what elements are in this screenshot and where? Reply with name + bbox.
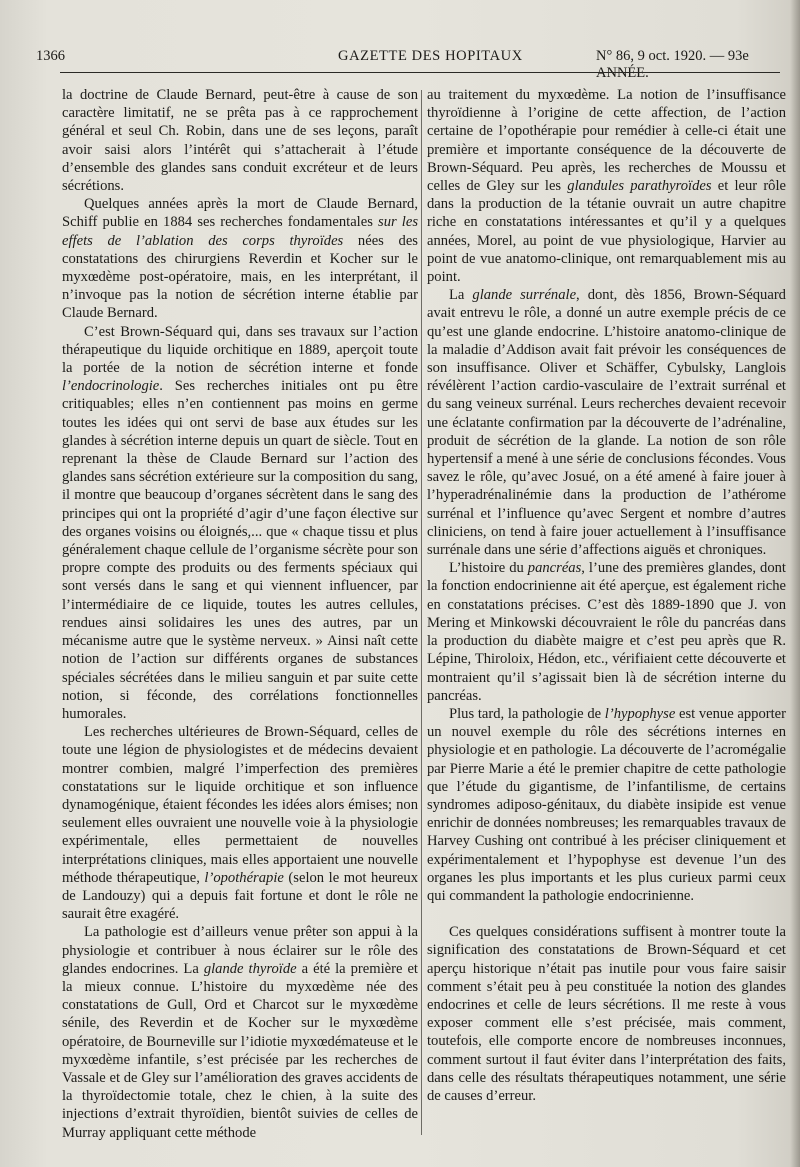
text-run: au traitement du myxœdème. La notion de l’insuffisance thyroïdienne à l’origine de cette affection, de l’action certaine de l’opothérapie pour remédier à celle-ci était une première et importante conséquence de la découverte de Brown-Séquard. Peu après, les recherches de Moussu et celles de Gley sur les [427, 87, 786, 195]
paragraph [62, 323, 418, 723]
text-run: nées des constatations des chirurgiens Reverdin et Kocher sur le myxœdème post-opératoire, mais, en les interprétant, il n’invoque pas la notion de sécrétion interne établie par Claude Bernard. [62, 232, 418, 322]
italic-text: l’hypophyse [604, 705, 676, 722]
text-run: Les recherches ultérieures de Brown-Séquard, celles de toute une légion de physiologistes et de médecins devaient montrer combien, malgré l’imperfection des premières constatations sur le liquide orchitique et son influence dynamogénique, étaient fécondes les idées alors émises; non seulement elles ouvraient une nouvelle voie à la physiologie expérimentale, elles permettaient de nouvelles interprétations cliniques, mais elles apportaient une nouvelle méthode thérapeutique, [62, 724, 418, 886]
page-number: 1366 [36, 48, 65, 64]
italic-text: glande thyroïde [203, 960, 297, 977]
paragraph [427, 286, 786, 559]
paragraph [427, 705, 786, 905]
paragraph [62, 195, 418, 322]
page-edge-shadow [790, 0, 800, 1167]
italic-text: pancréas [527, 560, 582, 577]
text-run: a été la première et la mieux connue. L’histoire du myxœdème née des constatations de Gull, Ord et Charcot sur le myxœdème sénile, des Reverdin et de Kocher sur le myxœdème opératoire, de Bourneville sur l’idiotie myxœdémateuse et le myxœdème infantile, s’est précisée par les recherches de Vassale et de Gley sur l’amélioration des graves accidents de la thyroïdectomie totale, chez le chien, à la suite des injections d’extrait thyroïdien, bientôt suivies de celles de Murray appliquant cette méthode [62, 960, 418, 1141]
italic-text: glande surrénale [472, 287, 577, 304]
page-header [0, 44, 800, 81]
italic-text: l’endocrinologie [62, 378, 160, 395]
text-run: , dont, dès 1856, Brown-Séquard avait entrevu le rôle, a donné un autre exemple précis de ce qu’est une glande endocrine. L’histoire anatomo-clinique de la maladie d’Addison avait fait prévoir les conséquences de son insuffisance. Oliver et Schäffer, Cybulsky, Langlois révélèrent l’action cardio-vasculaire de l’extrait surrénal et du sang veineux surrénal. Leurs recherches devaient recevoir une éclatante confirmation par la découverte de l’adrénaline, produit de sécrétion de la glande. La notion de son rôle hypertensif a mené à une série de conclusions fécondes. Vous savez le rôle, qu’avec Josué, on a été amené à faire jouer à l’hyperadrénalinémie dans la production de l’athérome surrénal et l’influence qu’avec Sergent et nombre d’autres cliniciens, on tend à faire jouer actuellement à l’insuffisance surrénale dans une série d’affections aiguës et chroniques. [427, 287, 786, 559]
left-column [62, 86, 418, 1142]
text-run: est venue apporter un nouvel exemple du rôle des sécrétions internes en physiologie et en pathologie. La découverte de l’acromégalie par Pierre Marie a été le premier chapitre de cette pathologie que l’étude du gigantisme, de l’infantilisme, de certains syndromes adiposo-génitaux, du diabète insipide est venue enrichir de données nombreuses; les remarquables travaux de Harvey Cushing ont contribué à les préciser cliniquement et expérimentalement et l’hypophyse est devenue l’un des organes les plus importants et les plus curieux parmi ceux qui commandent la pathologie endocrinienne. [427, 705, 787, 904]
right-column [427, 86, 786, 1105]
text-run: Plus tard, la pathologie de [449, 705, 605, 722]
text-run: . Ses recherches initiales ont pu être critiquables; elles n’en contiennent pas moins en germe toutes les idées qui ont servi de base aux études sur les glandes à sécrétion interne depuis un quart de siècle. Tout en reprenant la thèse de Claude Bernard sur l’action des glandes sans sécrétion extérieure sur la composition du sang, il montre que beaucoup d’organes sécrètent dans le sang des principes qui ont la propriété d’agir d’une façon élective sur des organes voisins ou éloignés,... que « chaque tissu et plus généralement chaque cellule de l’organisme sécrète pour son propre compte des produits ou des ferments spéciaux qui sont versés dans le sang et qui viennent influencer, par l’intermédiaire de ce liquide, toutes les autres cellules, rendues ainsi solidaires les unes des autres, par un mécanisme autre que le système nerveux. » Ainsi naît cette notion de l’action sur différents organes de substances spéciales sécrétées dans le milieu sanguin et par suite cette notion, si féconde, des corrélations fonctionnelles humorales. [62, 378, 418, 722]
italic-text: sur les effets de l’ablation des corps thyroïdes [62, 214, 419, 249]
text-run: , l’une des premières glandes, dont la fonction endocrinienne ait été aperçue, est également riche en constatations précises. C’est dès 1889-1890 que J. von Mering et Minkowski découvraient le rôle du pancréas dans la production du diabète maigre et c’est peu après que R. Lépine, Thiroloix, Hédon, etc., vérifiaient cette découverte et montraient qu’il s’agissait bien là de sécrétion interne du pancréas. [427, 560, 786, 704]
column-divider [421, 90, 422, 1135]
italic-text: l’opothérapie [204, 869, 284, 886]
paragraph [62, 923, 418, 1141]
paragraph [427, 559, 786, 705]
text-run: (selon le mot heureux de Landouzy) qui a depuis fait fortune et dont le rôle ne saurait être exagéré. [62, 869, 418, 923]
text-run: La pathologie est d’ailleurs venue prêter son appui à la physiologie et contribuer à nous éclairer sur le rôle des glandes endocrines. La [62, 924, 418, 977]
paragraph: la doctrine de Claude Bernard, peut-être à cause de son caractère limitatif, ne se prêta pas à ce rapprochement général et seul Ch. Robin, dans une de ses leçons, paraît avoir saisi alors l’intérêt qui s’attacherait à l’étude d’ensemble des glandes sans conduit excréteur et de leurs sécrétions. [62, 87, 418, 195]
header-rule [60, 72, 780, 73]
paragraph [427, 923, 786, 1105]
text-run: La [449, 287, 473, 304]
text-run: L’histoire du [449, 560, 528, 577]
text-run: C’est Brown-Séquard qui, dans ses travaux sur l’action thérapeutique du liquide orchitique en 1889, aperçoit toute la portée de la notion de sécrétion interne et fonde [62, 323, 418, 377]
text-run: Ces quelques considérations suffisent à montrer toute la signification des constatations de Brown-Séquard et cet aperçu historique n’était pas inutile pour vous faire saisir comment s’était peu à peu constituée la notion des glandes endocrines et celle de leurs sécrétions. Il me reste à vous exposer comment elle s’est précisée, mais comment, toutefois, elle comporte encore de nombreuses inconnues, comment surtout il faut éviter dans l’interprétation des faits, dans celle des résultats thérapeutiques notamment, une série de causes d’erreur. [427, 924, 786, 1104]
text-run: Quelques années après la mort de Claude Bernard, Schiff publie en 1884 ses recherches fondamentales [62, 196, 418, 231]
journal-title: GAZETTE DES HOPITAUX [338, 48, 523, 64]
text-run: et leur rôle dans la production de la tétanie ouvrait un autre chapitre riche en constatations intéressantes et qu’il y a quelques années, Morel, au point de vue physiologique, Harvier au point de vue anatomo-clinique, ont remarquablement mis au point. [427, 178, 787, 286]
paragraph [427, 86, 786, 286]
italic-text: glandules parathyroïdes [567, 178, 712, 195]
issue-info: N° 86, 9 oct. 1920. — 93e ANNÉE. [596, 48, 749, 81]
paragraph [62, 723, 418, 923]
